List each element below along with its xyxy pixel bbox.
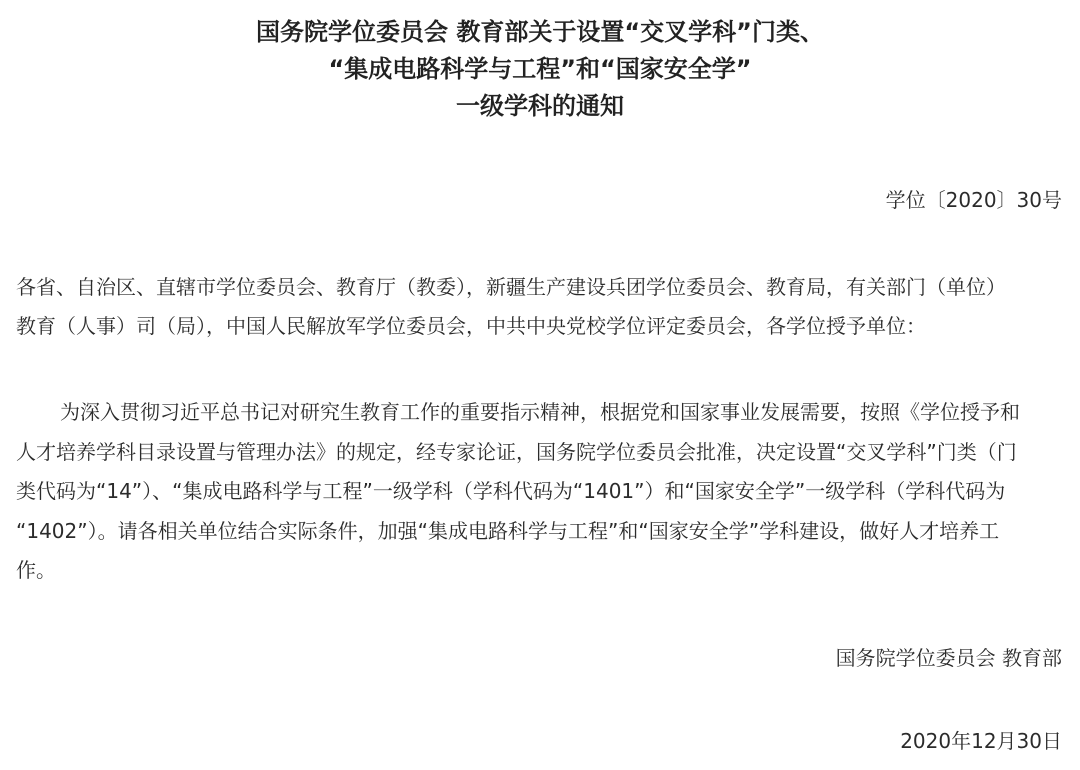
body-line-2: 人才培养学科目录设置与管理办法》的规定，经专家论证，国务院学位委员会批准，决定设置“交叉学科”门类（门 xyxy=(16,439,1017,464)
body-line-3: 类代码为“14”）、“集成电路科学与工程”一级学科（学科代码为“1401”）和“国家安全学”一级学科（学科代码为 xyxy=(16,479,1006,503)
recipients-line-1: 各省、自治区、直辖市学位委员会、教育厅（教委），新疆生产建设兵团学位委员会、教育局，有关部门（单位） xyxy=(16,275,1006,299)
recipients-line-2: 教育（人事）司（局），中国人民解放军学位委员会，中共中央党校学位评定委员会，各学位授予单位： xyxy=(16,314,926,338)
signer: 国务院学位委员会 教育部 xyxy=(835,646,1062,670)
title-line-2: “集成电路科学与工程”和“国家安全学” xyxy=(328,55,752,83)
body-paragraph xyxy=(16,393,1066,591)
body-line-5: 作。 xyxy=(16,558,56,582)
document-number: 学位〔2020〕30号 xyxy=(885,188,1062,212)
recipients-paragraph xyxy=(16,268,1066,346)
body-line-4: “1402”）。请各相关单位结合实际条件，加强“集成电路科学与工程”和“国家安全学”学科建设，做好人才培养工 xyxy=(16,518,1000,543)
title-line-3: 一级学科的通知 xyxy=(456,92,624,120)
document-title xyxy=(0,14,1080,125)
title-line-1: 国务院学位委员会 教育部关于设置“交叉学科”门类、 xyxy=(256,18,824,46)
body-line-1: 为深入贯彻习近平总书记对研究生教育工作的重要指示精神，根据党和国家事业发展需要，按照《学位授予和 xyxy=(60,400,1020,424)
issue-date: 2020年12月30日 xyxy=(900,729,1062,753)
